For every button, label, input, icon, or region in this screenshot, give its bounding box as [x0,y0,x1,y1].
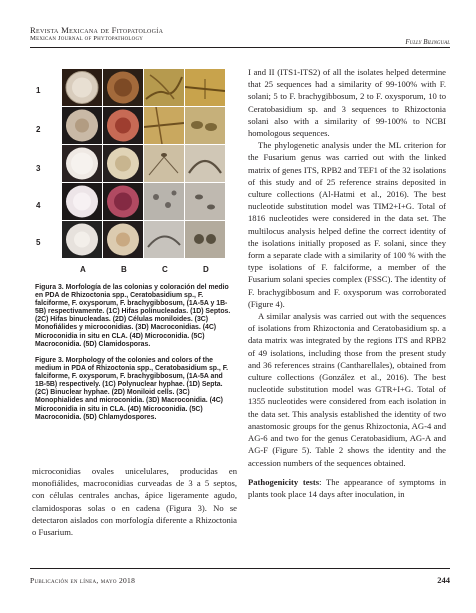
panel-4a [62,183,102,220]
panel-3a [62,145,102,182]
running-footer [30,568,450,585]
pathogenicity-heading: Pathogenicity tests [248,476,320,487]
page-number: 244 [437,575,450,585]
figure-row-label-4: 4 [36,201,41,210]
paragraph-4 [248,476,446,500]
paragraph-1: I and II (ITS1-ITS2) of all the isolates helped determine that 25 sequences had a similarity of 99-100% with F. solani; 5 to F. brachygibbosum, 2 to F. oxysporum, 10 to Ceratobasidium sp. and 3 sequences to Rhizoctonia solani also with a similarity of 99-100% to NCBI homologous sequences. [248,67,446,139]
panel-4d [185,183,225,220]
figure-row-label-1: 1 [36,86,41,95]
paragraph-3: A similar analysis was carried out with the sequences of isolations from Rhizoctonia and Ceratobasidium sp. a data matrix was integrated by the regions ITS and RPB2 of 49 isolations, including those from the present study and 36 references strains (Cantharellales), obtained from culture collections (González et al., 2016). The best nucleotide substitution model was GTR+I+G. Total of 1355 nucleotides were considered from each isolation in the data set. This analysis established the identity of two anastomosic groups for the genus Rhizoctonia, AG-4 and AG-6 and two for the genus Ceratobasidium, AG-A and AG-F (Figure 5). Table 2 shows the identity and the accession numbers of the sequences obtained. [248,311,446,468]
figure-row-label-5: 5 [36,238,41,247]
figure-row-label-3: 3 [36,164,41,173]
figure-col-label-b: B [121,265,127,274]
panel-1c [144,69,184,106]
figure-3-image-panel [62,69,226,259]
footer-publication-date: Publicación en línea, mayo 2018 [30,576,136,585]
panel-5b [103,221,143,258]
panel-1d [185,69,225,106]
panel-1b [103,69,143,106]
header-right-label: Fully Bilingual [405,38,450,46]
panel-5d [185,221,225,258]
right-column [248,66,446,500]
panel-3c [144,145,184,182]
header-rule [30,47,450,48]
panel-2d [185,107,225,144]
figure-col-label-d: D [203,265,209,274]
paragraph-4-text: : The appearance of symptoms in plants took place 14 days after inoculation, in [248,476,447,499]
figure-caption-es: Figura 3. Morfología de las colonias y coloración del medio en PDA de Rhizoctonia spp., Ceratobasidium sp., F. falciforme, F. oxysporum, F. brachygibbosum, (1A-5A y 1B-5B) respectivamente. (1C) Hifas polinucleadas. (1D) Septos. (2C) Hifas binucleadas. (2D) Células moniloides. (3C) Monofiálides y microconidias. (3D) Macroconidias. (4C) Microconidia in situ en CLA. (4D) Microconidia. (5C) Macroconidia. (5D) Clamidosporas. [35,284,231,348]
figure-row-label-2: 2 [36,125,41,134]
panel-4c [144,183,184,220]
journal-title-en: Mexican Journal of Phytopathology [30,35,144,42]
paragraph-2: The phylogenetic analysis under the ML criterion for the Fusarium genus was carried out with the linked matrix of genes ITS, RPB2 and TEF1 of the 32 isolations of this study and of 25 reference strains deposited in culture collections (Al-Hatmi et al., 2016). The best nucleotide substitution model was TIM2+I+G. Total of 1816 nucleotides were considered in the data set. The multilocus analysis helped define the correct identity of the isolations initially proposed as F. solani, since they form a separate clade with a similarity of 100 % with the type isolations of F. falciforme, a member of the Fusarium solani species complex (FSSC). The identity of F. brachygibbosum and F. oxysporum was corroborated (Figure 4). [248,140,446,309]
left-column-text: microconidias ovales unicelulares, producidas en monofiálides, macroconidias curveadas de 3 a 5 septos, con células centrales anchas, ápice ligeramente agudo, clamidosporas solas o en cadena (Figura 3). No se detectaron aislados con morfología diferente a Rhizoctonia o Fusarium. [32,466,237,538]
panel-5c [144,221,184,258]
panel-2b [103,107,143,144]
figure-caption-en: Figure 3. Morphology of the colonies and colors of the medium in PDA of Rhizoctonia spp., Ceratobasidium sp., F. falciforme, F. oxysporum, F. brachygibbosum, (1A-5A and 1B-5B) respectively. (1C) Polynuclear hyphae. (1D) Septa. (2C) Binuclear hyphae. (2D) Moniloid cells. (3C) Monophialides and microconidia. (3D) Macroconidia. (4C) Microconidia in situ in CLA. (4D) Microconidia. (5C) Macroconidia. (5D) Chlamydospores. [35,357,229,421]
panel-5a [62,221,102,258]
figure-col-label-c: C [162,265,168,274]
running-header [30,25,450,46]
panel-2c [144,107,184,144]
panel-4b [103,183,143,220]
panel-3b [103,145,143,182]
journal-title-es: Revista Mexicana de Fitopatología [30,25,164,35]
panel-2a [62,107,102,144]
panel-3d [185,145,225,182]
figure-col-label-a: A [80,265,86,274]
footer-rule [30,568,450,569]
panel-1a [62,69,102,106]
